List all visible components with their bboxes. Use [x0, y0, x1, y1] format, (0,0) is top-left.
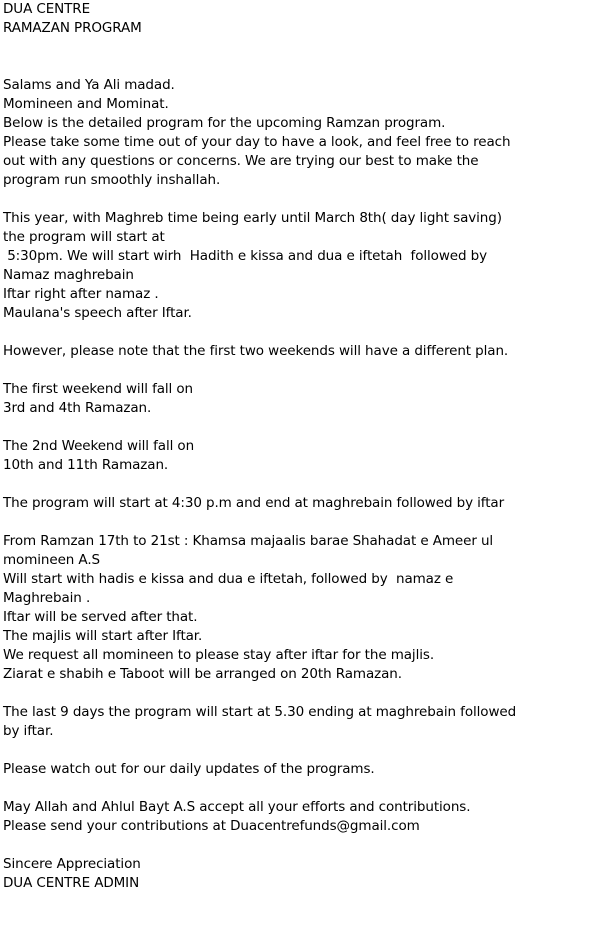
- khamsa-paragraph: [3, 532, 601, 684]
- spacer: [3, 779, 601, 798]
- weekends-note: However, please note that the first two weekends will have a different plan.: [3, 343, 509, 359]
- program-title: RAMAZAN PROGRAM: [3, 20, 142, 36]
- khamsa-line: Ziarat e shabih e Taboot will be arranged on 20th Ramazan.: [3, 666, 402, 682]
- intro-line: Please take some time out of your day to have a look, and feel free to reach: [3, 134, 511, 150]
- schedule-line: the program will start at: [3, 229, 165, 245]
- document: [3, 0, 601, 893]
- signature-regards: Sincere Appreciation: [3, 856, 141, 872]
- spacer: [3, 38, 601, 57]
- updates-note: Please watch out for our daily updates of the programs.: [3, 761, 375, 777]
- weekends-section: [3, 342, 601, 513]
- schedule-line: Maulana's speech after Iftar.: [3, 305, 192, 321]
- spacer: [3, 190, 601, 209]
- closing-paragraph: [3, 798, 601, 836]
- khamsa-line: We request all momineen to please stay after iftar for the majlis.: [3, 647, 435, 663]
- second-weekend-line: The 2nd Weekend will fall on: [3, 438, 195, 454]
- weekend-timing: The program will start at 4:30 p.m and end at maghrebain followed by iftar: [3, 495, 505, 511]
- khamsa-line: Iftar will be served after that.: [3, 609, 198, 625]
- greeting: Salams and Ya Ali madad.: [3, 77, 175, 93]
- intro-line: program run smoothly inshallah.: [3, 172, 221, 188]
- spacer: [3, 684, 601, 703]
- closing-line: May Allah and Ahlul Bayt A.S accept all your efforts and contributions.: [3, 799, 471, 815]
- spacer: [3, 741, 601, 760]
- schedule-line: Iftar right after namaz .: [3, 286, 159, 302]
- schedule-line: This year, with Maghreb time being early until March 8th( day light saving): [3, 210, 502, 226]
- spacer: [3, 361, 601, 380]
- khamsa-line: The majlis will start after Iftar.: [3, 628, 203, 644]
- org-name: DUA CENTRE: [3, 1, 91, 17]
- spacer: [3, 836, 601, 855]
- last-days-line: The last 9 days the program will start at 5.30 ending at maghrebain followed: [3, 704, 517, 720]
- khamsa-line: Will start with hadis e kissa and dua e iftetah, followed by namaz e: [3, 571, 454, 587]
- intro-line: Below is the detailed program for the upcoming Ramzan program.: [3, 115, 446, 131]
- spacer: [3, 323, 601, 342]
- khamsa-line: momineen A.S: [3, 552, 100, 568]
- spacer: [3, 513, 601, 532]
- khamsa-line: From Ramzan 17th to 21st : Khamsa majaalis barae Shahadat e Ameer ul: [3, 533, 494, 549]
- spacer: [3, 475, 601, 494]
- second-weekend-line: 10th and 11th Ramazan.: [3, 457, 169, 473]
- khamsa-line: Maghrebain .: [3, 590, 91, 606]
- last-days-paragraph: [3, 703, 601, 741]
- intro-line: out with any questions or concerns. We are trying our best to make the: [3, 153, 479, 169]
- intro-paragraph: [3, 76, 601, 190]
- schedule-paragraph: [3, 209, 601, 323]
- addressee: Momineen and Mominat.: [3, 96, 169, 112]
- signature-sender: DUA CENTRE ADMIN: [3, 875, 140, 891]
- closing-line: Please send your contributions at Duacentrefunds@gmail.com: [3, 818, 420, 834]
- first-weekend-line: The first weekend will fall on: [3, 381, 194, 397]
- spacer: [3, 418, 601, 437]
- schedule-line: Namaz maghrebain: [3, 267, 134, 283]
- spacer: [3, 57, 601, 76]
- header: [3, 0, 601, 38]
- last-days-line: by iftar.: [3, 723, 54, 739]
- schedule-line: 5:30pm. We will start wirh Hadith e kissa and dua e iftetah followed by: [3, 248, 487, 264]
- first-weekend-line: 3rd and 4th Ramazan.: [3, 400, 152, 416]
- signature: [3, 855, 601, 893]
